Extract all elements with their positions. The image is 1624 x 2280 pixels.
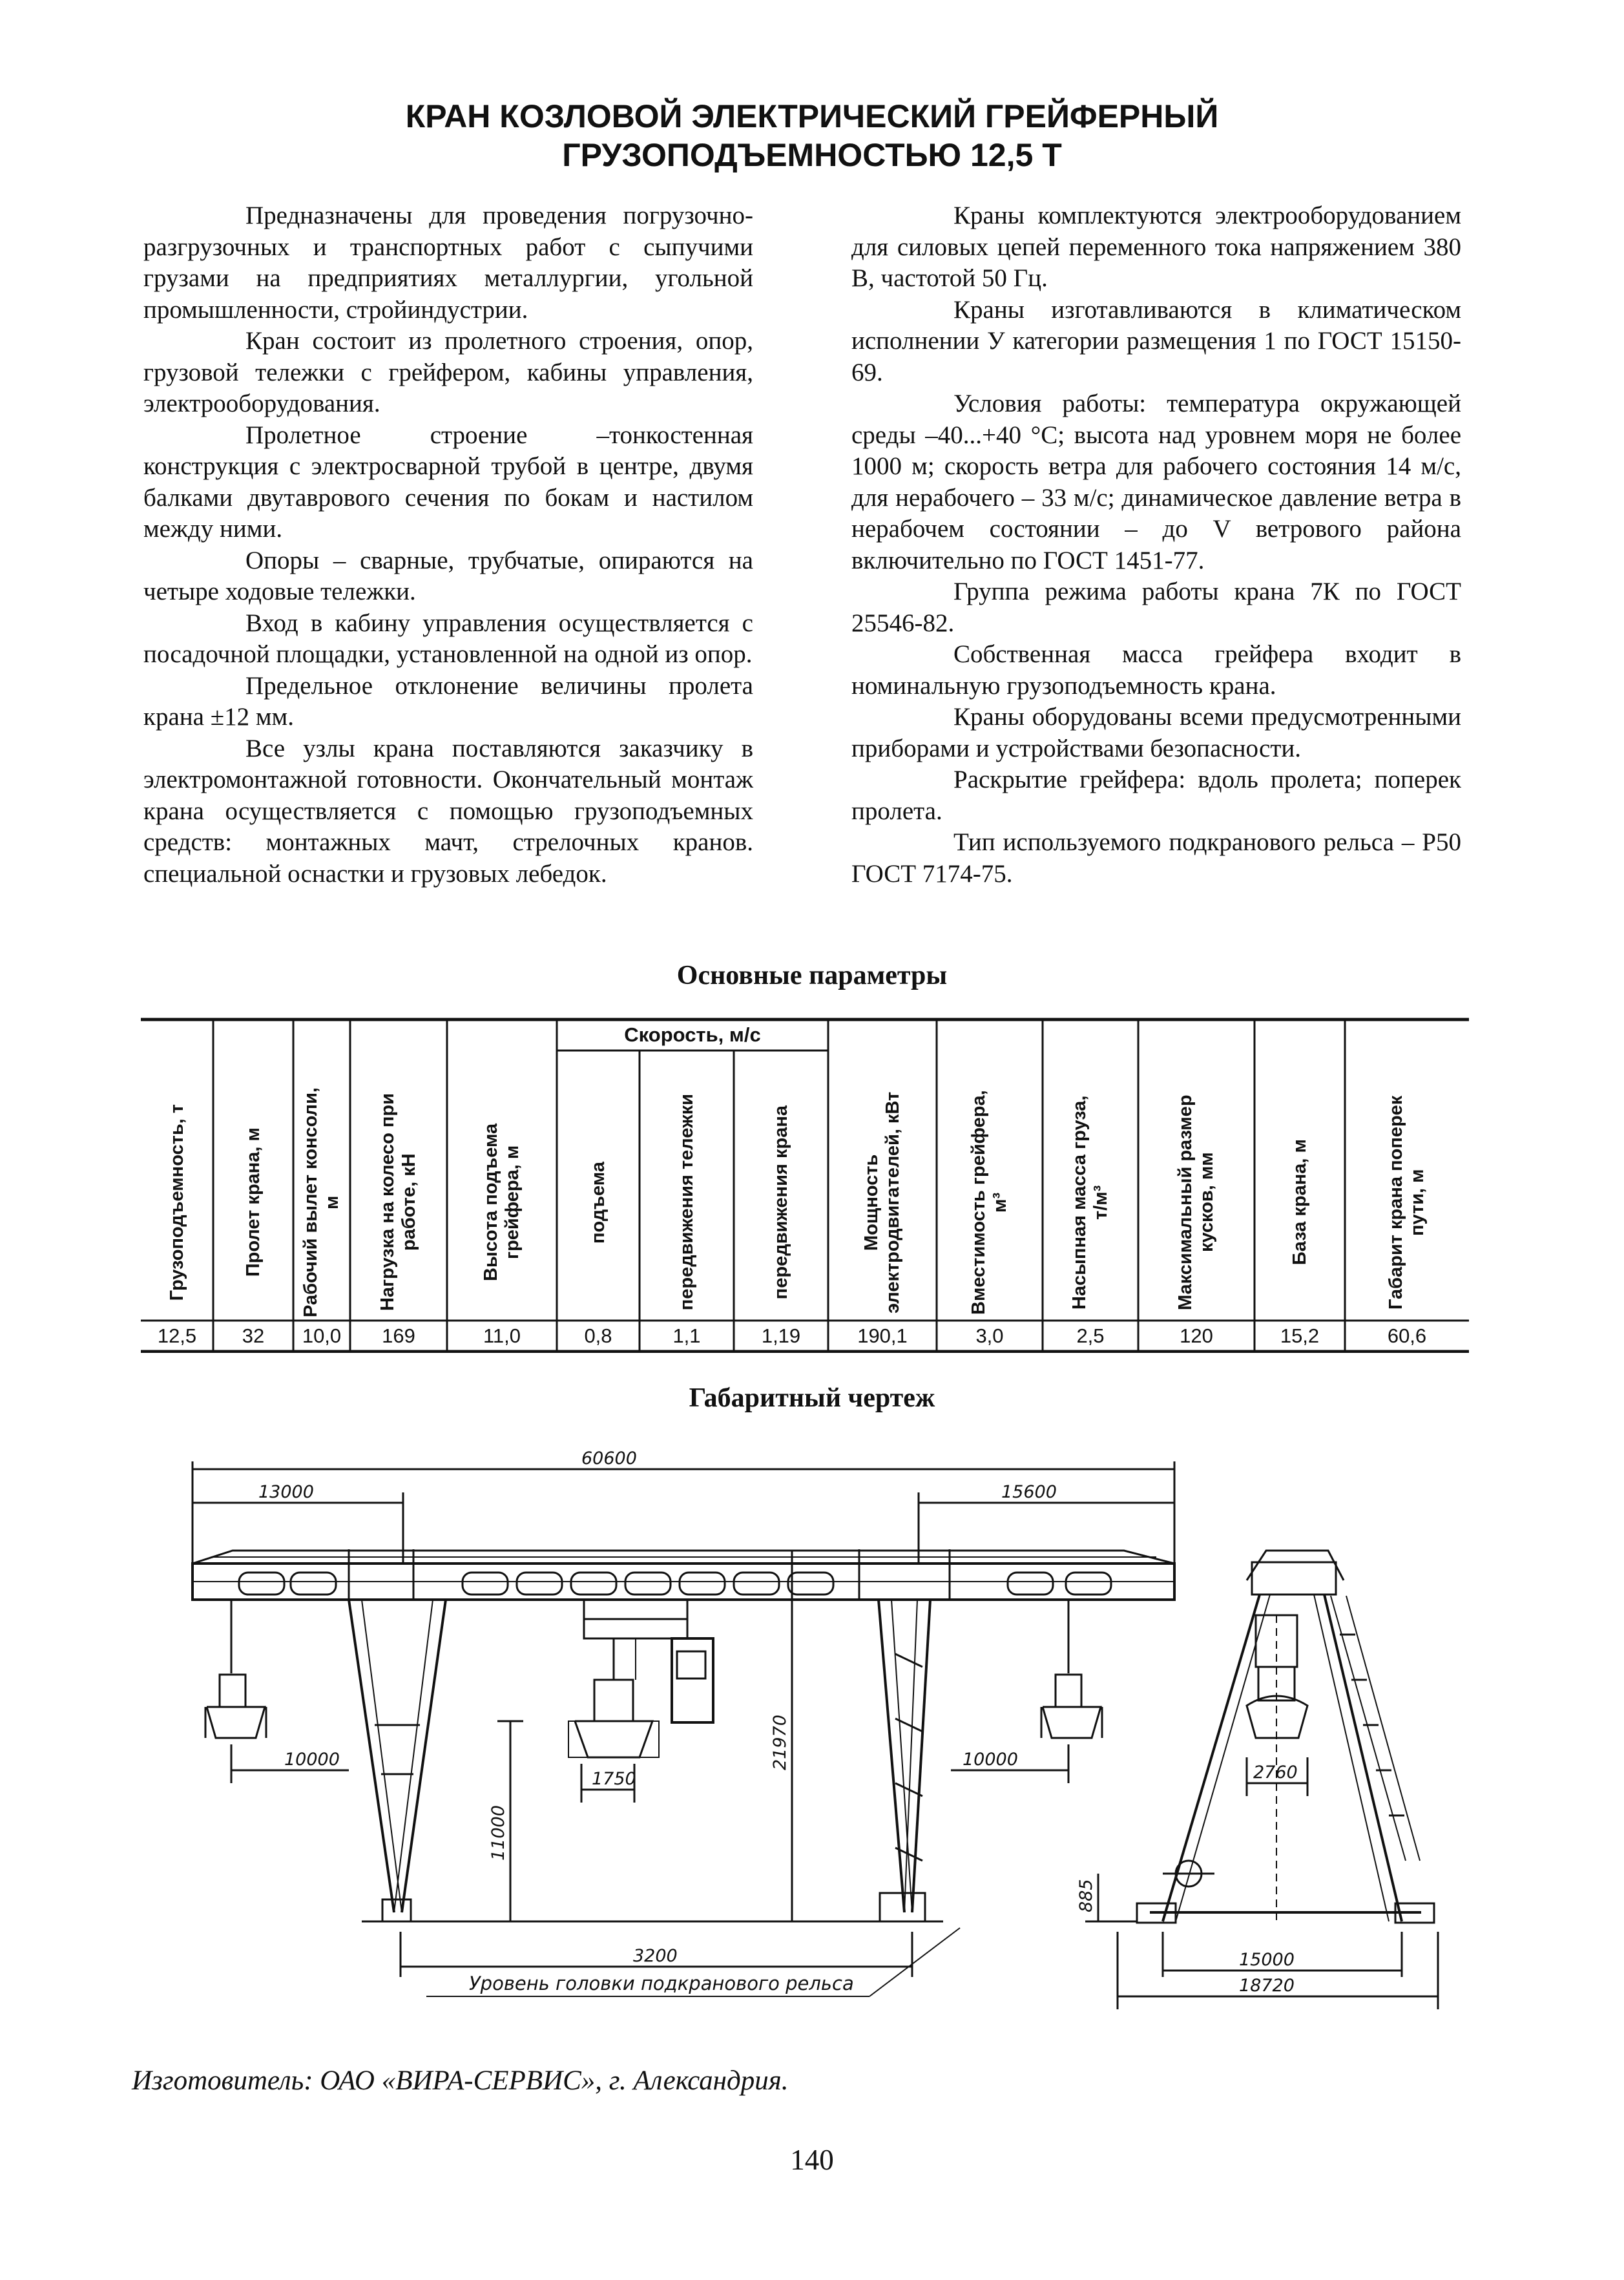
dim-10000-right: 10000 bbox=[963, 1750, 1018, 1770]
page-title-line-1: КРАН КОЗЛОВОЙ ЭЛЕКТРИЧЕСКИЙ ГРЕЙФЕРНЫЙ bbox=[405, 98, 1219, 134]
table-header-label: Насыпная масса груза, т/м³ bbox=[1069, 1095, 1111, 1310]
dim-60600: 60600 bbox=[581, 1449, 637, 1469]
left-paragraph: Предназначены для проведения погрузочно-разгрузочных и транспортных работ с сыпучими грузами на предприятиях металлургии, угольной промышленности, стройиндустрии. bbox=[143, 202, 753, 324]
table-value-cell: 1,1 bbox=[672, 1324, 701, 1347]
table-value-cell: 2,5 bbox=[1076, 1324, 1105, 1347]
table-value-cell: 32 bbox=[242, 1324, 265, 1347]
table-header-label: Вместимость грейфера, м³ bbox=[968, 1090, 1010, 1315]
table-header-label: Пролет крана, м bbox=[242, 1127, 264, 1277]
table-value-cell: 190,1 bbox=[857, 1324, 908, 1347]
table-value-cell: 120 bbox=[1180, 1324, 1213, 1347]
table-value-cell: 0,8 bbox=[584, 1324, 612, 1347]
dim-1750: 1750 bbox=[592, 1769, 636, 1789]
speed-group-header: Скорость, м/с bbox=[624, 1023, 761, 1046]
table-header-label: Рабочий вылет консоли, м bbox=[300, 1087, 342, 1317]
dim-3200: 3200 bbox=[633, 1946, 678, 1966]
dim-2760: 2760 bbox=[1253, 1762, 1298, 1783]
dim-21970: 21970 bbox=[770, 1715, 790, 1770]
dim-18720: 18720 bbox=[1239, 1976, 1295, 1996]
params-heading: Основные параметры bbox=[676, 961, 948, 990]
dim-885: 885 bbox=[1076, 1879, 1096, 1912]
left-paragraph: Опоры – сварные, трубчатые, опираются на четыре ходовые тележки. bbox=[143, 546, 753, 605]
table-header-label: Мощность электродвигателей, кВт bbox=[861, 1091, 903, 1313]
drawing-heading: Габаритный чертеж bbox=[689, 1383, 935, 1413]
table-header-label: подъема bbox=[587, 1161, 609, 1244]
table-header-label: передвижения крана bbox=[770, 1105, 791, 1300]
right-paragraph: Группа режима работы крана 7К по ГОСТ 25546-82. bbox=[851, 578, 1461, 637]
right-paragraph: Собственная масса грейфера входит в номинальную грузоподъемность крана. bbox=[851, 640, 1461, 700]
table-value-cell: 11,0 bbox=[483, 1324, 521, 1347]
right-paragraph: Тип используемого подкранового рельса – Р50 ГОСТ 7174-75. bbox=[851, 828, 1461, 888]
left-paragraph: Кран состоит из пролетного строения, опор, грузовой тележки с грейфером, кабины управления, электрооборудования. bbox=[143, 327, 753, 417]
table-value-cell: 169 bbox=[382, 1324, 415, 1347]
table-header-label: Нагрузка на колесо при работе, кН bbox=[377, 1093, 419, 1312]
table-header-label: Грузоподъемность, т bbox=[166, 1103, 187, 1301]
table-value-cell: 12,5 bbox=[157, 1324, 197, 1347]
page-number: 140 bbox=[790, 2144, 834, 2176]
right-paragraph: Краны комплектуются электрооборудованием для силовых цепей переменного тока напряжением 380 В, частотой 50 Гц. bbox=[851, 202, 1461, 292]
left-paragraph: Пролетное строение –тонкостенная конструкция с электросварной трубой в центре, двумя балками двутаврового сечения по бокам и настилом между ними. bbox=[143, 421, 753, 543]
table-header-label: База крана, м bbox=[1289, 1139, 1310, 1266]
table-value-cell: 10,0 bbox=[302, 1324, 342, 1347]
right-paragraph: Краны оборудованы всеми предусмотренными приборами и устройствами безопасности. bbox=[851, 703, 1461, 762]
right-paragraph: Раскрытие грейфера: вдоль пролета; поперек пролета. bbox=[851, 766, 1461, 825]
dim-15600: 15600 bbox=[1001, 1482, 1057, 1502]
table-header-label: передвижения тележки bbox=[676, 1094, 697, 1311]
rail-level-label: Уровень головки подкранового рельса bbox=[469, 1972, 854, 1994]
dim-13000: 13000 bbox=[258, 1482, 314, 1502]
table-header-label: Высота подъема грейфера, м bbox=[481, 1123, 523, 1282]
right-paragraph: Краны изготавливаются в климатическом исполнении У категории размещения 1 по ГОСТ 15150-69. bbox=[851, 295, 1461, 386]
table-value-cell: 1,19 bbox=[761, 1324, 801, 1347]
dim-15000: 15000 bbox=[1239, 1950, 1295, 1970]
table-header-label: Максимальный размер кусков, мм bbox=[1175, 1094, 1217, 1310]
page-title-line-2: ГРУЗОПОДЪЕМНОСТЬЮ 12,5 Т bbox=[562, 137, 1062, 173]
table-header-label: Габарит крана поперек пути, м bbox=[1386, 1095, 1428, 1310]
right-paragraph: Условия работы: температура окружающей среды –40...+40 °С; высота над уровнем моря не более 1000 м; скорость ветра для рабочего состояния 14 м/с, для нерабочего – 33 м/с; динамическое давление ветра в нерабочем состоянии – до V ветрового района включительно по ГОСТ 1451-77. bbox=[851, 390, 1461, 574]
manufacturer-note: Изготовитель: ОАО «ВИРА-СЕРВИС», г. Александрия. bbox=[132, 2066, 789, 2096]
left-paragraph: Все узлы крана поставляются заказчику в электромонтажной готовности. Окончательный монтаж крана осуществляется с помощью грузоподъемных средств: монтажных мачт, стрелочных кранов. специальной оснастки и грузовых лебедок. bbox=[143, 734, 753, 888]
dim-10000-left: 10000 bbox=[284, 1750, 340, 1770]
table-value-cell: 15,2 bbox=[1280, 1324, 1320, 1347]
left-paragraph: Вход в кабину управления осуществляется с посадочной площадки, установленной на одной из опор. bbox=[143, 609, 753, 668]
table-value-cell: 60,6 bbox=[1387, 1324, 1427, 1347]
table-value-cell: 3,0 bbox=[975, 1324, 1004, 1347]
left-paragraph: Предельное отклонение величины пролета крана ±12 мм. bbox=[143, 671, 753, 731]
dim-11000: 11000 bbox=[488, 1805, 508, 1861]
